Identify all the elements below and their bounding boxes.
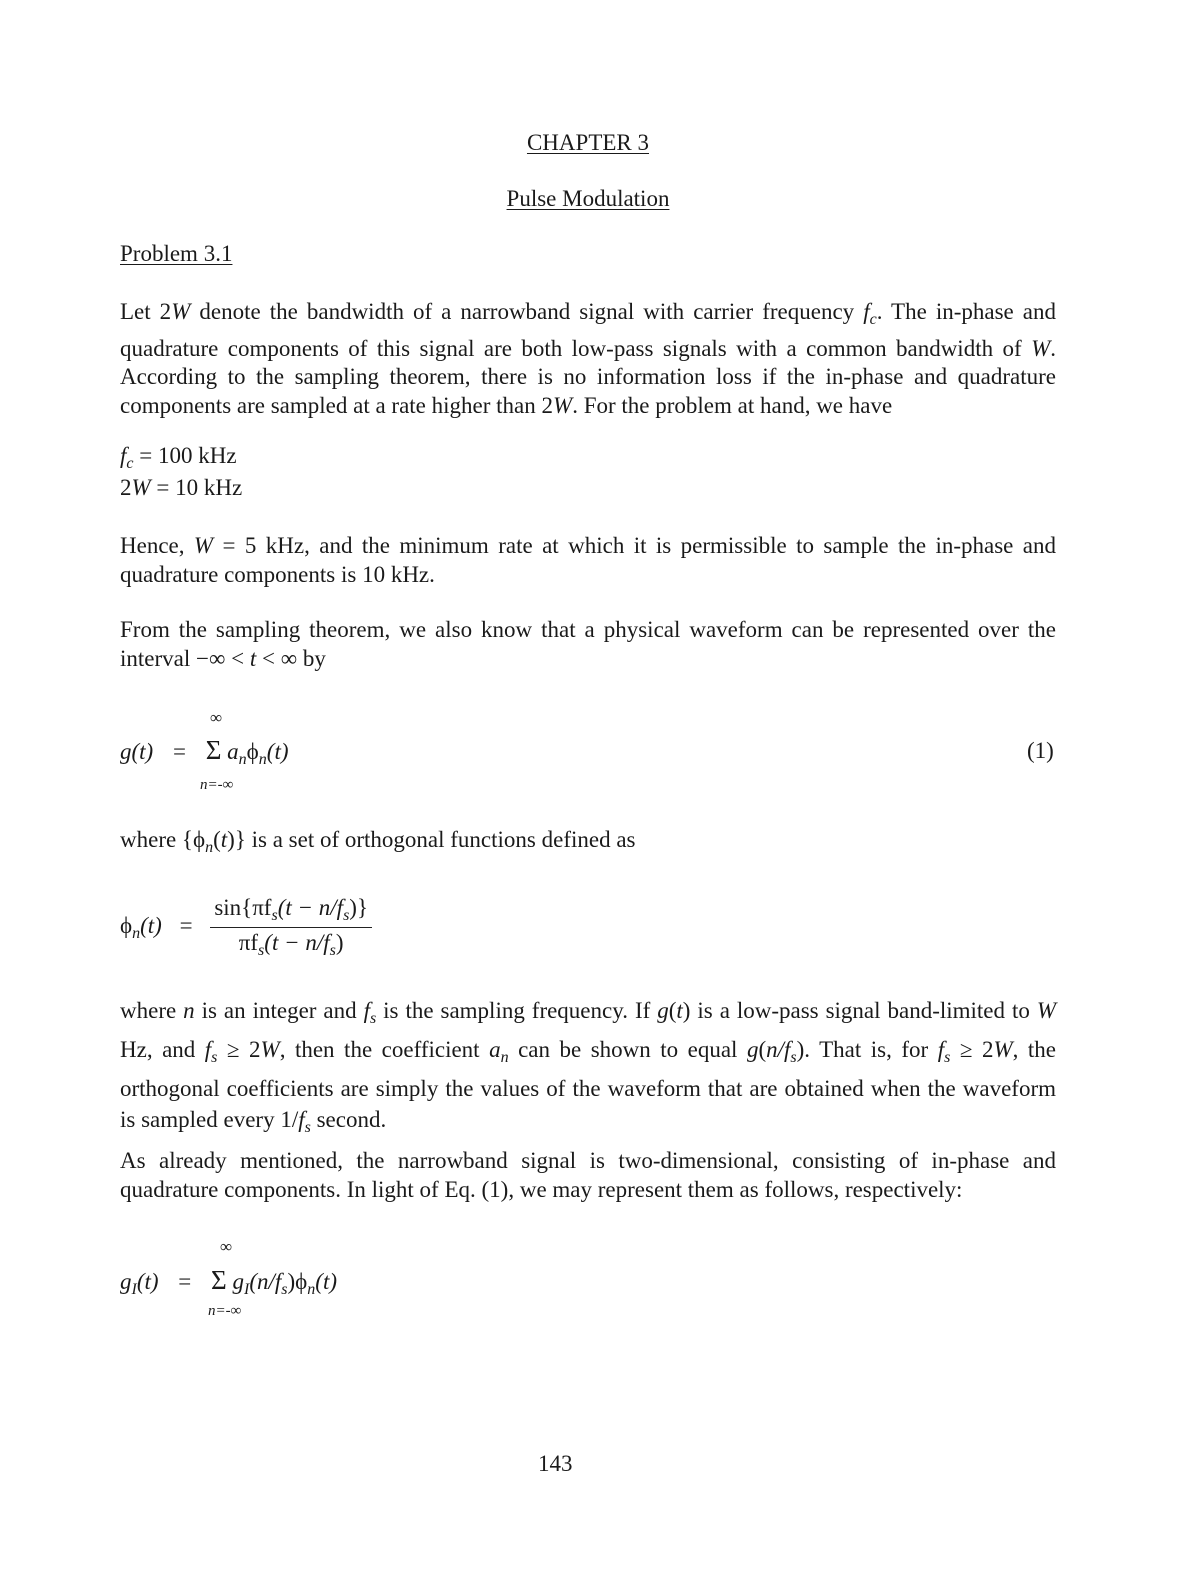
text-segment: < ∞ by — [256, 645, 326, 671]
text-segment: W — [260, 1037, 280, 1062]
paragraph-hence — [120, 532, 1056, 589]
equation-number: (1) — [1027, 738, 1054, 763]
equation-in-phase — [120, 1265, 337, 1299]
text-segment: W — [171, 299, 191, 324]
text-segment: s — [211, 1049, 218, 1066]
text-segment: f — [937, 1037, 945, 1062]
problem-heading: Problem 3.1 — [120, 241, 233, 266]
eq3-lhs-arg: (t) — [136, 1269, 159, 1294]
text-segment: From the sampling theorem, we also know that a physical waveform can be represented over the interval −∞ < — [120, 617, 1056, 671]
eq3-upper-limit: ∞ — [220, 1237, 233, 1256]
eq1-upper-limit: ∞ — [210, 708, 223, 727]
text-segment: . The in-phase and quadrature components of this signal are both low-pass signals with a common bandwidth of — [120, 299, 1056, 361]
sigma-symbol: Σ — [211, 1265, 227, 1295]
num-c: )} — [349, 895, 368, 920]
text-segment: g — [746, 1037, 759, 1062]
text-segment: = 100 kHz — [133, 443, 237, 468]
text-segment: n/f — [766, 1037, 791, 1062]
text-segment: ( — [213, 827, 221, 852]
text-segment: . For the problem at hand, we have — [572, 392, 893, 418]
chapter-heading — [0, 130, 1176, 156]
equation-1 — [120, 735, 289, 769]
num-sub2: s — [343, 907, 350, 924]
text-segment: second. — [310, 1107, 387, 1132]
text-segment: As already mentioned, the narrowband signal is two-dimensional, consisting of in-phase and quadrature components. In light of Eq. (1), we may represent them as follows, respectively: — [120, 1148, 1056, 1202]
text-segment: n — [205, 839, 214, 856]
text-segment: W — [1031, 335, 1051, 361]
paragraph-intro — [120, 298, 1056, 420]
eq1-term: a — [227, 739, 239, 764]
page-number: 143 — [538, 1451, 573, 1476]
text-segment: )} is a set of orthogonal functions defined as — [227, 827, 636, 852]
text-segment: W — [553, 392, 573, 418]
paragraph-orthogonal — [120, 826, 1056, 863]
text-segment: s — [369, 1010, 377, 1027]
num-sub: s — [271, 907, 278, 924]
text-segment: where {ϕ — [120, 827, 206, 852]
eq2-lhs-arg: (t) — [140, 912, 162, 938]
den-c: ) — [335, 930, 344, 955]
eq1-sub: n — [238, 751, 247, 768]
num-b: (t − n/f — [277, 895, 344, 920]
den-sub: s — [258, 942, 265, 959]
eq1-phi: ϕ — [246, 739, 259, 764]
eq3-term-arg: (n/f — [249, 1269, 282, 1294]
eq1-lower-limit: n=-∞ — [200, 777, 234, 793]
text-segment: W — [1036, 998, 1056, 1023]
text-segment: Hz, and — [120, 1037, 205, 1062]
text-segment: s — [304, 1119, 311, 1136]
den-b: (t − n/f — [264, 930, 330, 955]
text-segment: t — [249, 645, 257, 671]
text-segment: ) is a low-pass signal band-limited to — [682, 998, 1037, 1023]
text-segment: Let 2 — [120, 299, 172, 324]
text-segment: is the sampling frequency. If — [376, 998, 658, 1023]
text-segment: n — [183, 998, 195, 1023]
text-segment: f — [120, 443, 127, 468]
eq2-lhs: ϕ — [120, 912, 133, 938]
eq3-term-mid: )ϕ — [287, 1269, 308, 1294]
text-segment: Hence, — [120, 533, 194, 558]
text-segment: ( — [758, 1037, 767, 1062]
text-segment: ≥ 2 — [217, 1037, 261, 1062]
eq2-equals: = — [179, 912, 193, 938]
text-segment: 2 — [120, 475, 132, 500]
eq3-term-sub2: s — [281, 1281, 288, 1298]
eq1-lhs: g(t) — [120, 739, 154, 764]
text-segment: denote the bandwidth of a narrowband signal with carrier frequency — [190, 299, 864, 324]
text-segment: . According to the sampling theorem, there is no information loss if the in-phase and quadrature components are sampled at a rate higher than 2 — [120, 335, 1056, 418]
eq2-lhs-sub: n — [132, 924, 141, 942]
paragraph-sampling — [120, 616, 1056, 673]
eq1-arg: (t) — [266, 739, 289, 764]
text-segment: , then the coefficient — [279, 1037, 490, 1062]
denominator — [210, 928, 372, 960]
den-sub2: s — [329, 942, 336, 959]
text-segment: f — [298, 1107, 305, 1132]
sigma-symbol: Σ — [205, 735, 222, 765]
text-segment: t — [220, 827, 228, 852]
text-segment: W — [993, 1037, 1013, 1062]
text-segment: s — [790, 1049, 797, 1066]
text-segment: = 5 kHz, and the minimum rate at which it is permissible to sample the in-phase and quadrature components is 10 kHz. — [120, 533, 1056, 587]
given-2w — [120, 474, 520, 503]
fraction — [210, 895, 372, 960]
eq3-term-end: (t) — [315, 1269, 337, 1294]
eq1-equals: = — [172, 739, 186, 764]
text-segment: can be shown to equal — [508, 1037, 747, 1062]
text-segment: ( — [668, 998, 677, 1023]
text-segment: g — [657, 998, 669, 1023]
text-segment: a — [489, 1037, 501, 1062]
eq3-term-sub3: n — [307, 1281, 316, 1298]
text-segment: W — [131, 475, 151, 500]
chapter-title-text: Pulse Modulation — [506, 186, 670, 211]
text-segment: n — [500, 1049, 509, 1066]
text-segment: c — [126, 455, 134, 472]
text-segment: , the orthogonal coefficients are simply the values of the waveform that are obtained when the waveform is sampled every 1/ — [120, 1037, 1056, 1132]
chapter-title — [0, 186, 1176, 212]
equation-phi — [120, 895, 372, 960]
text-segment: f — [204, 1037, 212, 1062]
text-segment: where — [120, 998, 184, 1023]
eq1-sub2: n — [258, 751, 267, 768]
eq3-equals: = — [178, 1269, 192, 1294]
text-segment: c — [869, 311, 877, 328]
numerator — [210, 895, 372, 928]
text-segment: t — [676, 998, 683, 1023]
text-segment: is an integer and — [194, 998, 364, 1023]
text-segment: W — [193, 533, 214, 558]
eq3-lhs: g — [120, 1269, 132, 1294]
eq3-term-sub: I — [244, 1281, 250, 1298]
num-a: sin{πf — [214, 895, 272, 920]
text-segment: = 10 kHz — [150, 475, 243, 500]
text-segment: s — [944, 1049, 951, 1066]
eq3-term: g — [232, 1269, 244, 1294]
paragraph-narrowband — [120, 1147, 1056, 1204]
eq3-lower-limit: n=-∞ — [208, 1303, 242, 1319]
text-segment: ≥ 2 — [950, 1037, 994, 1062]
text-segment: f — [363, 998, 370, 1023]
paragraph-coefficients — [120, 995, 1056, 1143]
chapter-label: CHAPTER 3 — [526, 130, 650, 155]
eq3-lhs-sub: I — [131, 1281, 137, 1298]
text-segment: ). That is, for — [796, 1037, 938, 1062]
den-a: πf — [238, 930, 259, 955]
text-segment: f — [863, 299, 870, 324]
